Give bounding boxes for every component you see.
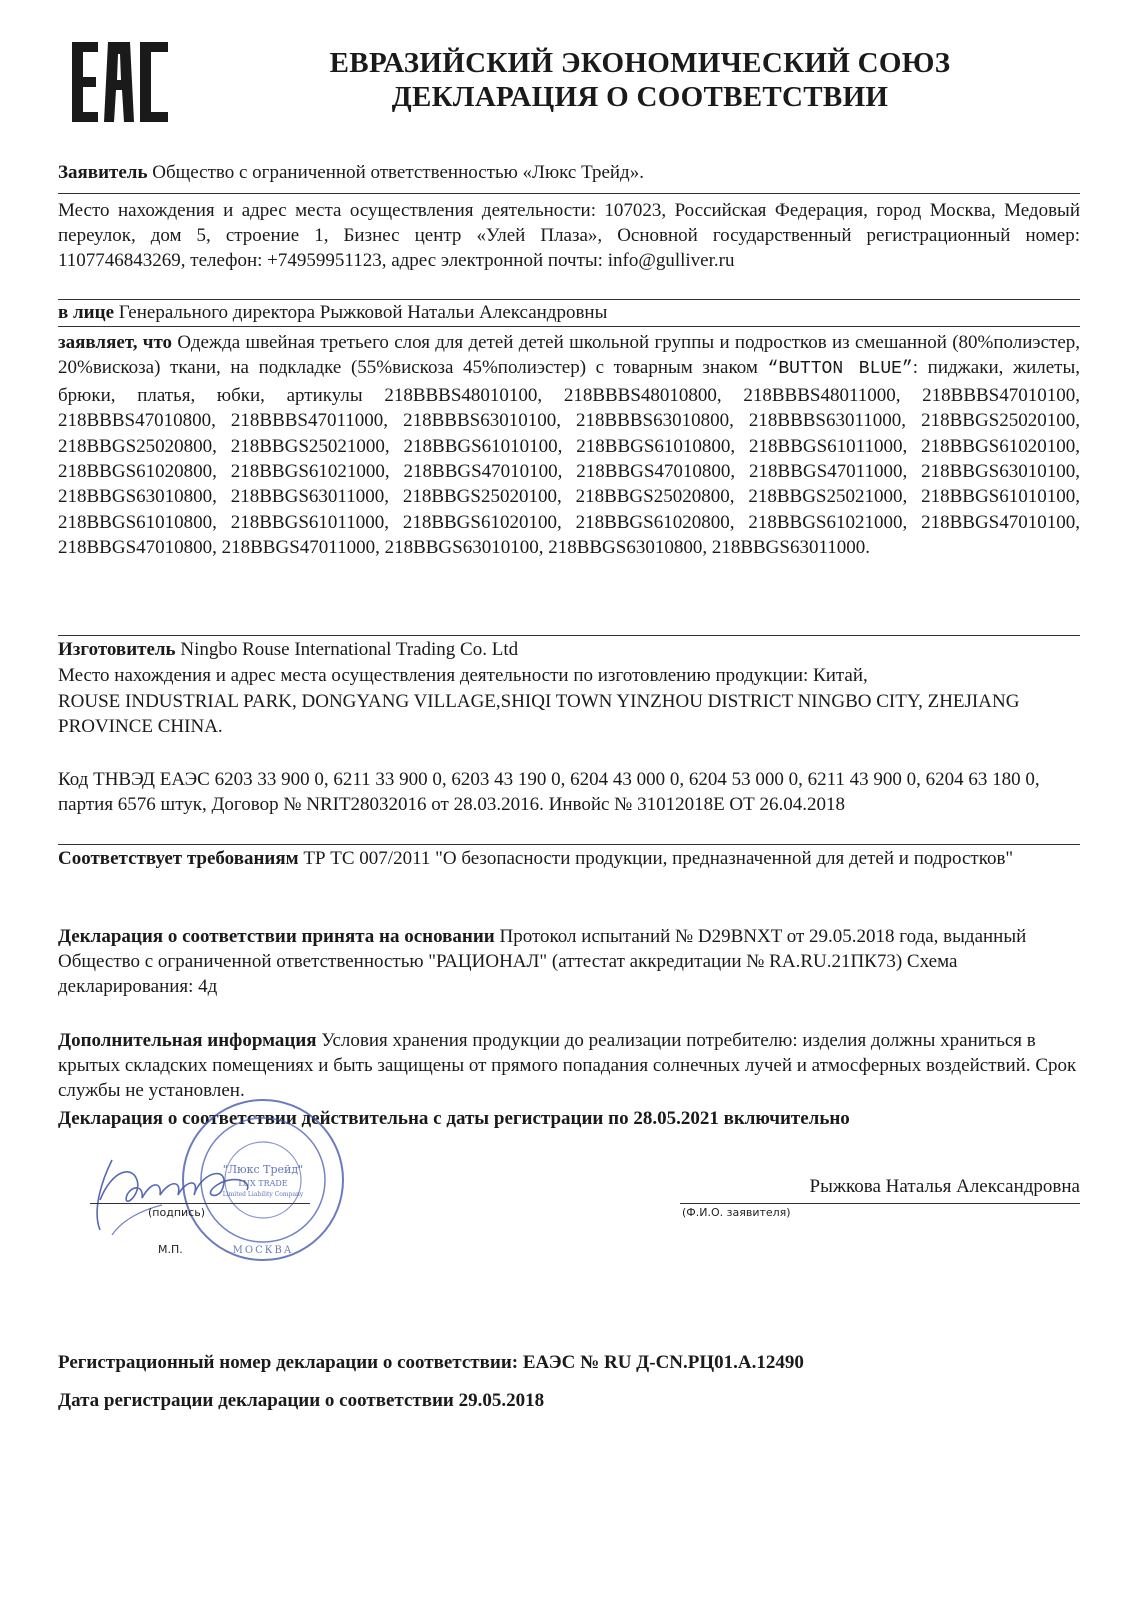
declares-label: заявляет, что xyxy=(58,332,173,353)
declaration-product-text xyxy=(58,330,1080,561)
additional-label: Дополнительная информация xyxy=(58,1030,317,1051)
divider xyxy=(58,844,1080,845)
applicant-address: Место нахождения и адрес места осуществления деятельности: 107023, Российская Федерация, город Москва, Медовый переулок, дом 5, строение 1, Бизнес центр «Улей Плаза», Основной государственный регистрационный номер: 1107746843269, телефон: +74959951123, адрес электронной почты: info@gulliver.ru xyxy=(58,200,1080,271)
header-declaration-title: ДЕКЛАРАЦИЯ О СООТВЕТСТВИИ xyxy=(391,81,889,113)
conformity-text: ТР ТС 007/2011 "О безопасности продукции, предназначенной для детей и подростков" xyxy=(298,848,1014,869)
stamp-bottom: МОСКВА xyxy=(232,1245,294,1256)
representative-label: в лице xyxy=(58,302,114,323)
additional-info xyxy=(58,1028,1080,1103)
eac-logo xyxy=(68,40,172,124)
manufacturer-label: Изготовитель xyxy=(58,639,176,660)
applicant-name: Общество с ограниченной ответственностью «Люкс Трейд». xyxy=(147,162,644,183)
applicant-line xyxy=(58,160,1080,185)
stamp-center-text: "Люкс Трейд" xyxy=(222,1163,304,1176)
additional-text: Условия хранения продукции до реализации потребителю: изделия должны храниться в крытых складских помещениях и быть защищены от прямого попадания солнечных лучей и атмосферных воздействий. Срок службы не установлен. xyxy=(58,1030,1077,1101)
fio-line xyxy=(680,1203,1080,1204)
divider xyxy=(58,635,1080,636)
fio-caption: (Ф.И.О. заявителя) xyxy=(682,1206,791,1219)
applicant-label: Заявитель xyxy=(58,162,148,183)
manufacturer-address-label: Место нахождения и адрес места осуществления деятельности по изготовлению продукции: Китай, xyxy=(58,665,868,686)
manufacturer-name: Ningbo Rouse International Trading Co. Ltd xyxy=(175,639,519,660)
declares-text-part1: Одежда швейная третьего слоя для детей детей школьной группы и подростков из смешанной (80%полиэстер, 20%вискоза) ткани, на подкладке (55%вискоза 45%полиэстер) с товарным знаком xyxy=(58,332,1081,379)
basis-line xyxy=(58,924,1080,999)
signer-name: Рыжкова Наталья Александровна xyxy=(809,1176,1080,1197)
basis-text: Протокол испытаний № D29BNXT от 29.05.2018 года, выданный Общество с ограниченной ответственностью "РАЦИОНАЛ" (аттестат аккредитации № RA.RU.21ПК73) Схема декларирования: 4д xyxy=(58,926,1027,997)
registration-number: Регистрационный номер декларации о соответствии: ЕАЭС № RU Д-CN.РЦ01.А.12490 xyxy=(58,1352,804,1373)
signature-line xyxy=(90,1203,310,1204)
document-header xyxy=(200,46,1080,114)
header-union-title: ЕВРАЗИЙСКИЙ ЭКОНОМИЧЕСКИЙ СОЮЗ xyxy=(329,47,951,79)
registration-date: Дата регистрации декларации о соответствии 29.05.2018 xyxy=(58,1390,545,1411)
representative-line xyxy=(58,300,1080,325)
customs-codes: Код ТНВЭД ЕАЭС 6203 33 900 0, 6211 33 900 0, 6203 43 190 0, 6204 43 000 0, 6204 53 000 0, 6211 43 900 0, 6204 63 180 0, партия 6576 штук, Договор № NRIT28032016 от 28.03.2016. Инвойс № 31012018E ОТ 26.04.2018 xyxy=(58,769,1040,815)
signature-caption: (подпись) xyxy=(148,1206,205,1219)
manufacturer-line xyxy=(58,637,1080,662)
divider xyxy=(58,193,1080,194)
seal-place-caption: М.П. xyxy=(158,1243,183,1256)
manufacturer-address: ROUSE INDUSTRIAL PARK, DONGYANG VILLAGE,SHIQI TOWN YINZHOU DISTRICT NINGBO CITY, ZHEJIANG PROVINCE CHINA. xyxy=(58,691,1020,737)
stamp-sub1: LUX TRADE xyxy=(238,1179,288,1188)
brand-name: “BUTTON BLUE” xyxy=(767,359,913,380)
representative-name: Генерального директора Рыжковой Натальи Александровны xyxy=(114,302,608,323)
divider xyxy=(58,326,1080,327)
conformity-label: Соответствует требованиям xyxy=(58,848,299,869)
conformity-line xyxy=(58,846,1080,871)
stamp-sub2: Limited Liability Company xyxy=(222,1191,304,1198)
validity-line: Декларация о соответствии действительна с даты регистрации по 28.05.2021 включительно xyxy=(58,1108,850,1129)
declares-article-list: : пиджаки, жилеты, брюки, платья, юбки, артикулы 218BBBS48010100, 218BBBS48010800, 218BBBS48011000, 218BBBS47010100, 218BBBS47010800, 218BBBS47011000, 218BBBS63010100, 218BBBS63010800, 218BBBS63011000, 218BBGS25020100, 218BBGS25020800, 218BBGS25021000, 218BBGS61010100, 218BBGS61010800, 218BBGS61011000, 218BBGS61020100, 218BBGS61020800, 218BBGS61021000, 218BBGS47010100, 218BBGS47010800, 218BBGS47011000, 218BBGS63010100, 218BBGS63010800, 218BBGS63011000, 218BBGS25020100, 218BBGS25020800, 218BBGS25021000, 218BBGS61010100, 218BBGS61010800, 218BBGS61011000, 218BBGS61020100, 218BBGS61020800, 218BBGS61021000, 218BBGS47010100, 218BBGS47010800, 218BBGS47011000, 218BBGS63010100, 218BBGS63010800, 218BBGS63011000. xyxy=(58,357,1080,559)
basis-label: Декларация о соответствии принята на основании xyxy=(58,926,495,947)
handwritten-signature xyxy=(82,1140,282,1250)
